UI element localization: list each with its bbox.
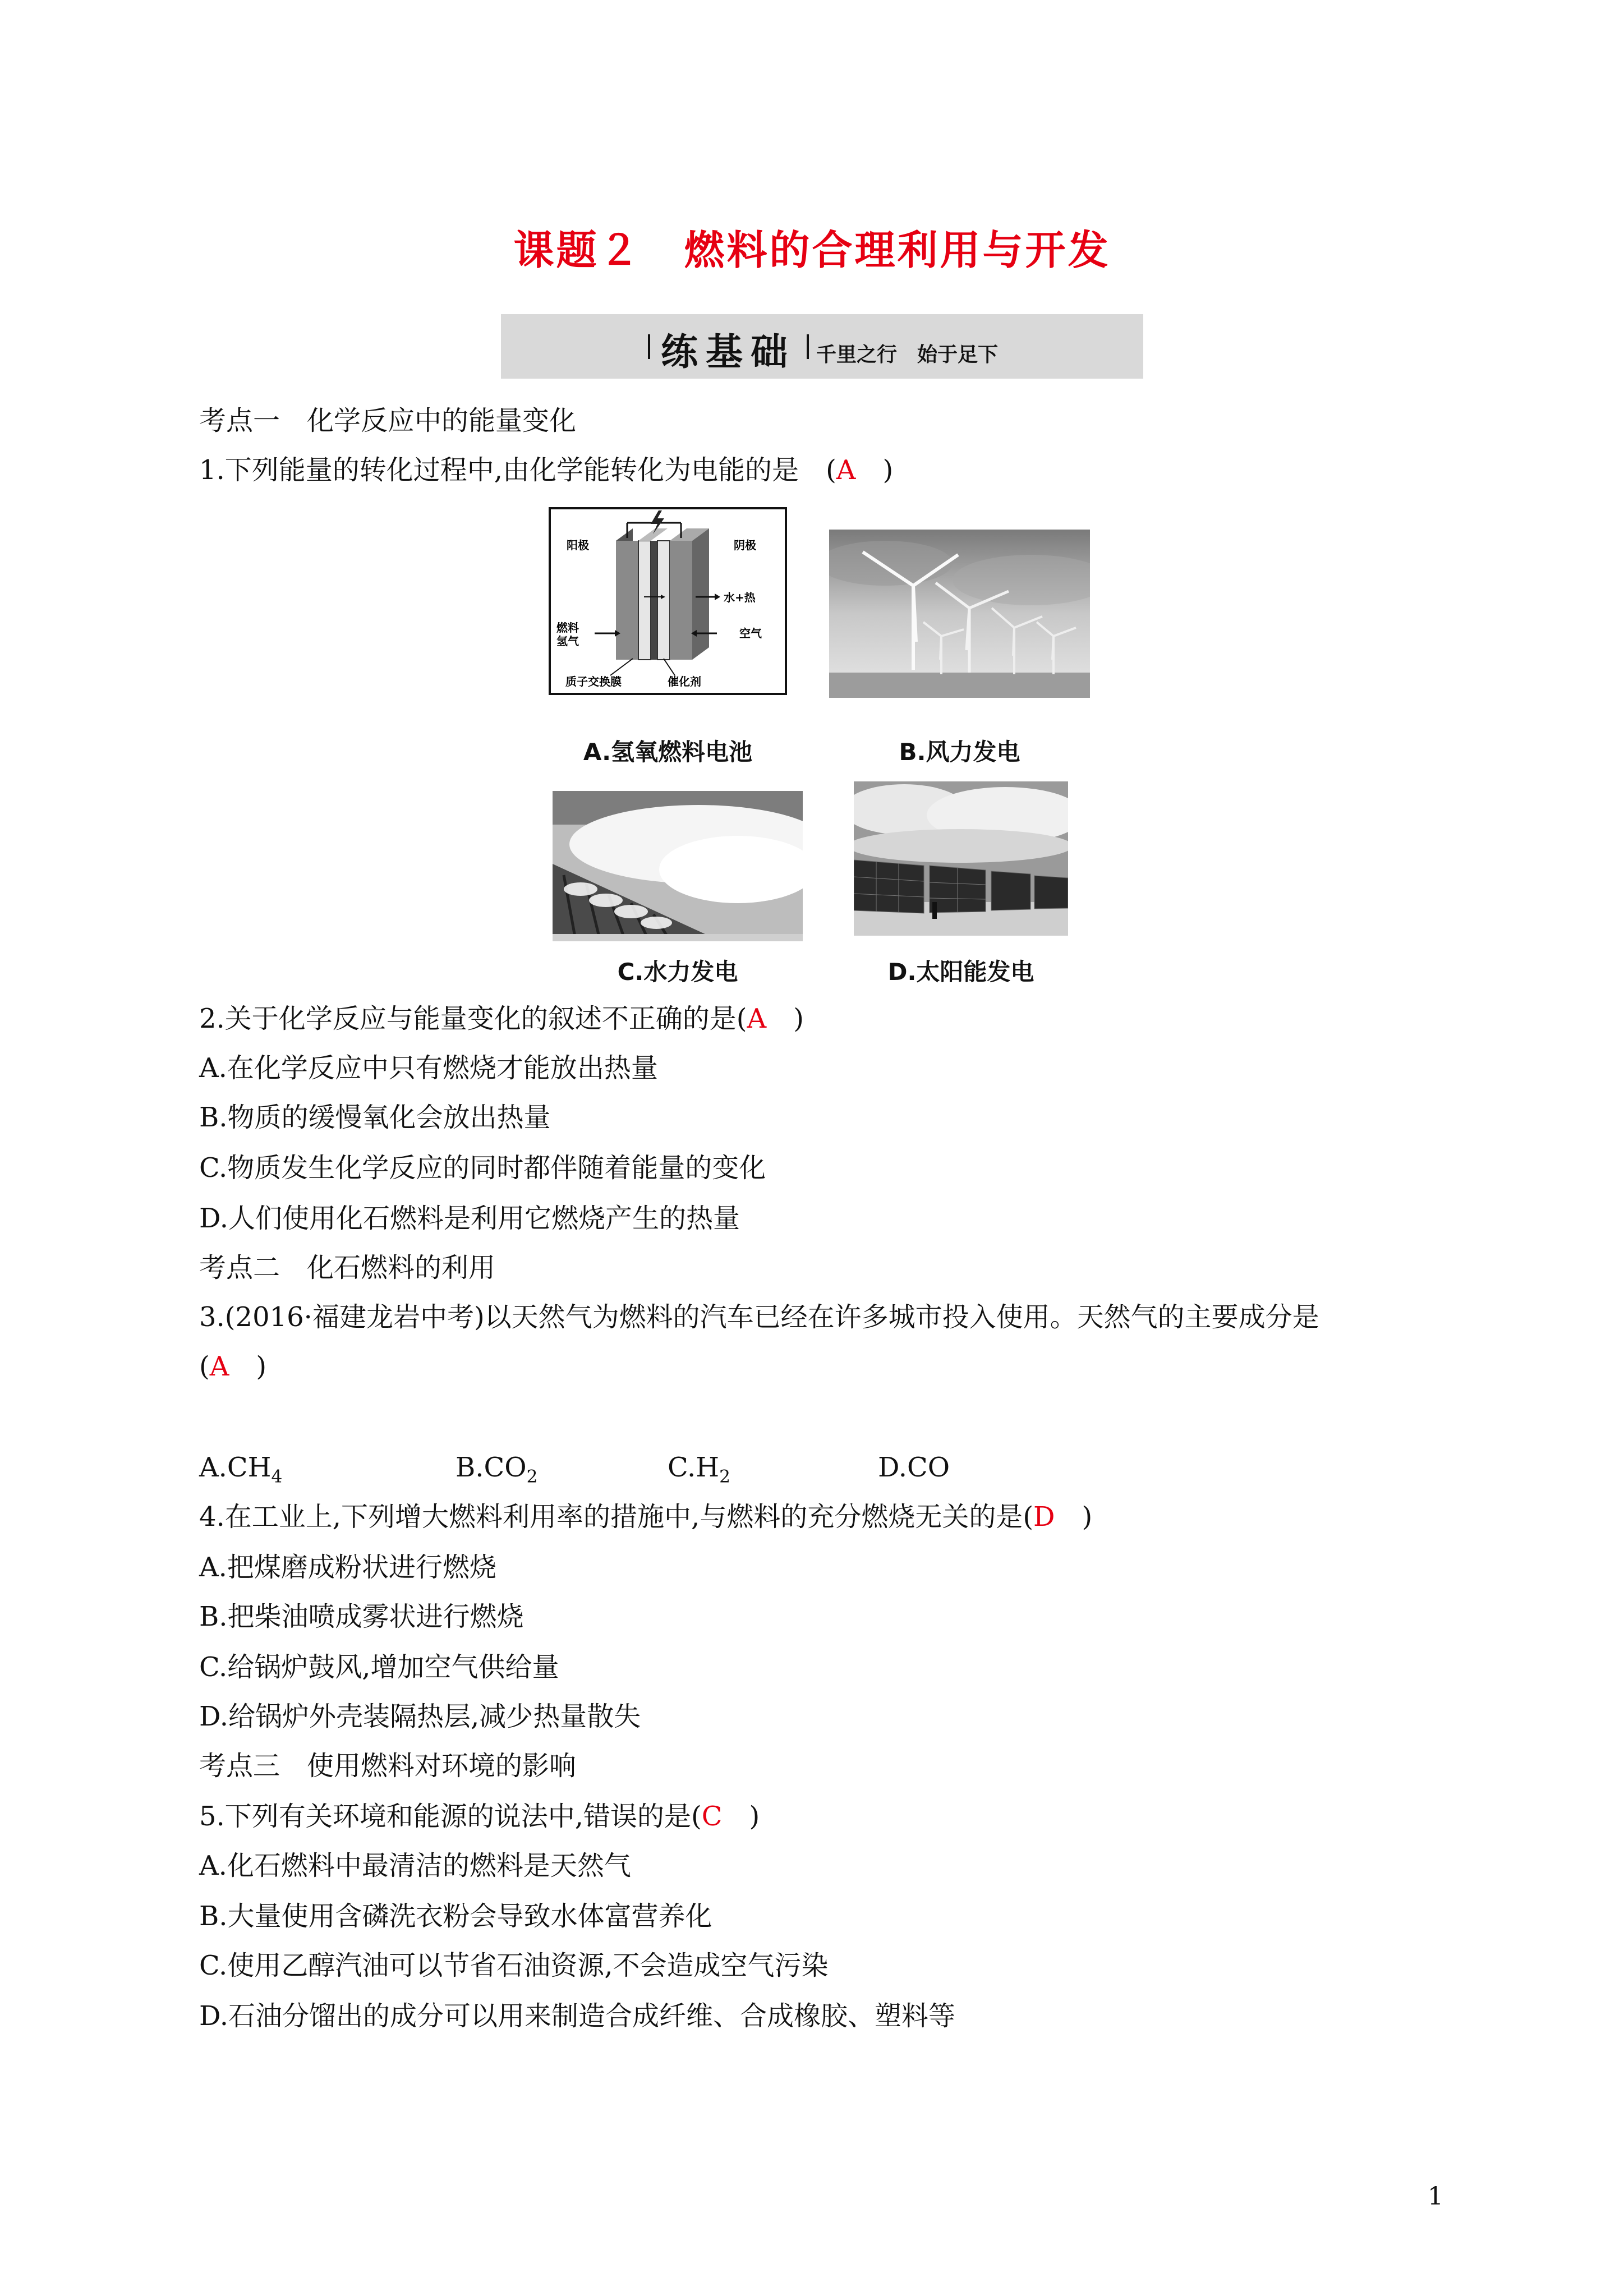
option: C.给锅炉鼓风,增加空气供给量 [199, 1651, 559, 1683]
option: D.CO [878, 1452, 950, 1483]
section-heading-1: 考点一 化学反应中的能量变化 [199, 405, 577, 436]
caption-b: B.风力发电 [899, 738, 1020, 766]
label-membrane: 质子交换膜 [565, 675, 622, 688]
caption-d: D.太阳能发电 [887, 958, 1034, 986]
option: A.在化学反应中只有燃烧才能放出热量 [199, 1052, 658, 1084]
question-1 [199, 452, 893, 488]
option: $C.H_2$ [668, 1452, 730, 1487]
option: C.物质发生化学反应的同时都伴随着能量的变化 [199, 1152, 766, 1184]
hydropower-photo [553, 791, 803, 941]
section-banner [501, 314, 1143, 379]
option: A.化石燃料中最清洁的燃料是天然气 [199, 1850, 631, 1881]
solar-panel-photo [854, 781, 1068, 936]
paren-open: ( [199, 1351, 210, 1382]
answer-mark: A [836, 454, 856, 486]
option: $B.CO_2$ [456, 1452, 538, 1487]
banner-divider [807, 334, 809, 359]
paren-close: ) [229, 1351, 267, 1382]
paren-close: ) [722, 1801, 760, 1832]
label-air: 空气 [739, 627, 762, 640]
question-stem: 2.关于化学反应与能量变化的叙述不正确的是( [199, 1003, 747, 1034]
fuel-cell-diagram [549, 507, 787, 695]
page-number: 1 [1428, 2182, 1443, 2211]
option: $A.CH_4$ [199, 1452, 283, 1487]
question-5 [199, 1798, 760, 1834]
option: B.大量使用含磷洗衣粉会导致水体富营养化 [199, 1901, 712, 1932]
label-water-heat: 水+热 [724, 591, 756, 604]
answer-mark: D [1033, 1501, 1055, 1533]
option: A.把煤磨成粉状进行燃烧 [199, 1552, 496, 1583]
answer-mark: A [747, 1003, 767, 1034]
label-anode: 阳极 [567, 539, 589, 552]
wind-turbine-photo [829, 530, 1090, 698]
option: D.给锅炉外壳装隔热层,减少热量散失 [199, 1701, 641, 1732]
label-hydrogen: 氢气 [556, 634, 579, 648]
option: B.把柴油喷成雾状进行燃烧 [199, 1601, 524, 1632]
label-catalyst: 催化剂 [668, 675, 701, 688]
banner-subtitle: 千里之行 始于足下 [816, 343, 999, 366]
option: C.使用乙醇汽油可以节省石油资源,不会造成空气污染 [199, 1950, 829, 1981]
caption-c: C.水力发电 [617, 958, 738, 986]
question-3: 3.(2016·福建龙岩中考)以天然气为燃料的汽车已经在许多城市投入使用。天然气的主要成分是 [199, 1301, 1319, 1333]
question-3-answer [199, 1349, 266, 1384]
banner-divider [648, 334, 650, 359]
option: D.石油分馏出的成分可以用来制造合成纤维、合成橡胶、塑料等 [199, 2000, 956, 2032]
question-stem: 5.下列有关环境和能源的说法中,错误的是( [199, 1801, 702, 1832]
paren-open: ( [826, 454, 836, 486]
question-stem: 4.在工业上,下列增大燃料利用率的措施中,与燃料的充分燃烧无关的是( [199, 1501, 1034, 1533]
option: D.人们使用化石燃料是利用它燃烧产生的热量 [199, 1203, 740, 1234]
paren-close: ) [766, 1003, 804, 1034]
answer-mark: C [701, 1801, 723, 1832]
section-heading-2: 考点二 化石燃料的利用 [199, 1252, 496, 1283]
question-4 [199, 1499, 1092, 1535]
section-heading-3: 考点三 使用燃料对环境的影响 [199, 1750, 577, 1782]
banner-title: 练基础 [661, 330, 795, 374]
paren-close: ) [1055, 1501, 1093, 1533]
paren-close: ) [855, 454, 894, 486]
label-cathode: 阴极 [734, 539, 756, 552]
label-fuel: 燃料 [556, 621, 579, 634]
question-2 [199, 1001, 804, 1037]
caption-a: A.氢氧燃料电池 [583, 738, 753, 766]
answer-mark: A [209, 1351, 229, 1382]
option: B.物质的缓慢氧化会放出热量 [199, 1102, 551, 1133]
page-title: 课题２ 燃料的合理利用与开发 [513, 226, 1111, 274]
question-stem: 1.下列能量的转化过程中,由化学能转化为电能的是 [199, 454, 826, 486]
